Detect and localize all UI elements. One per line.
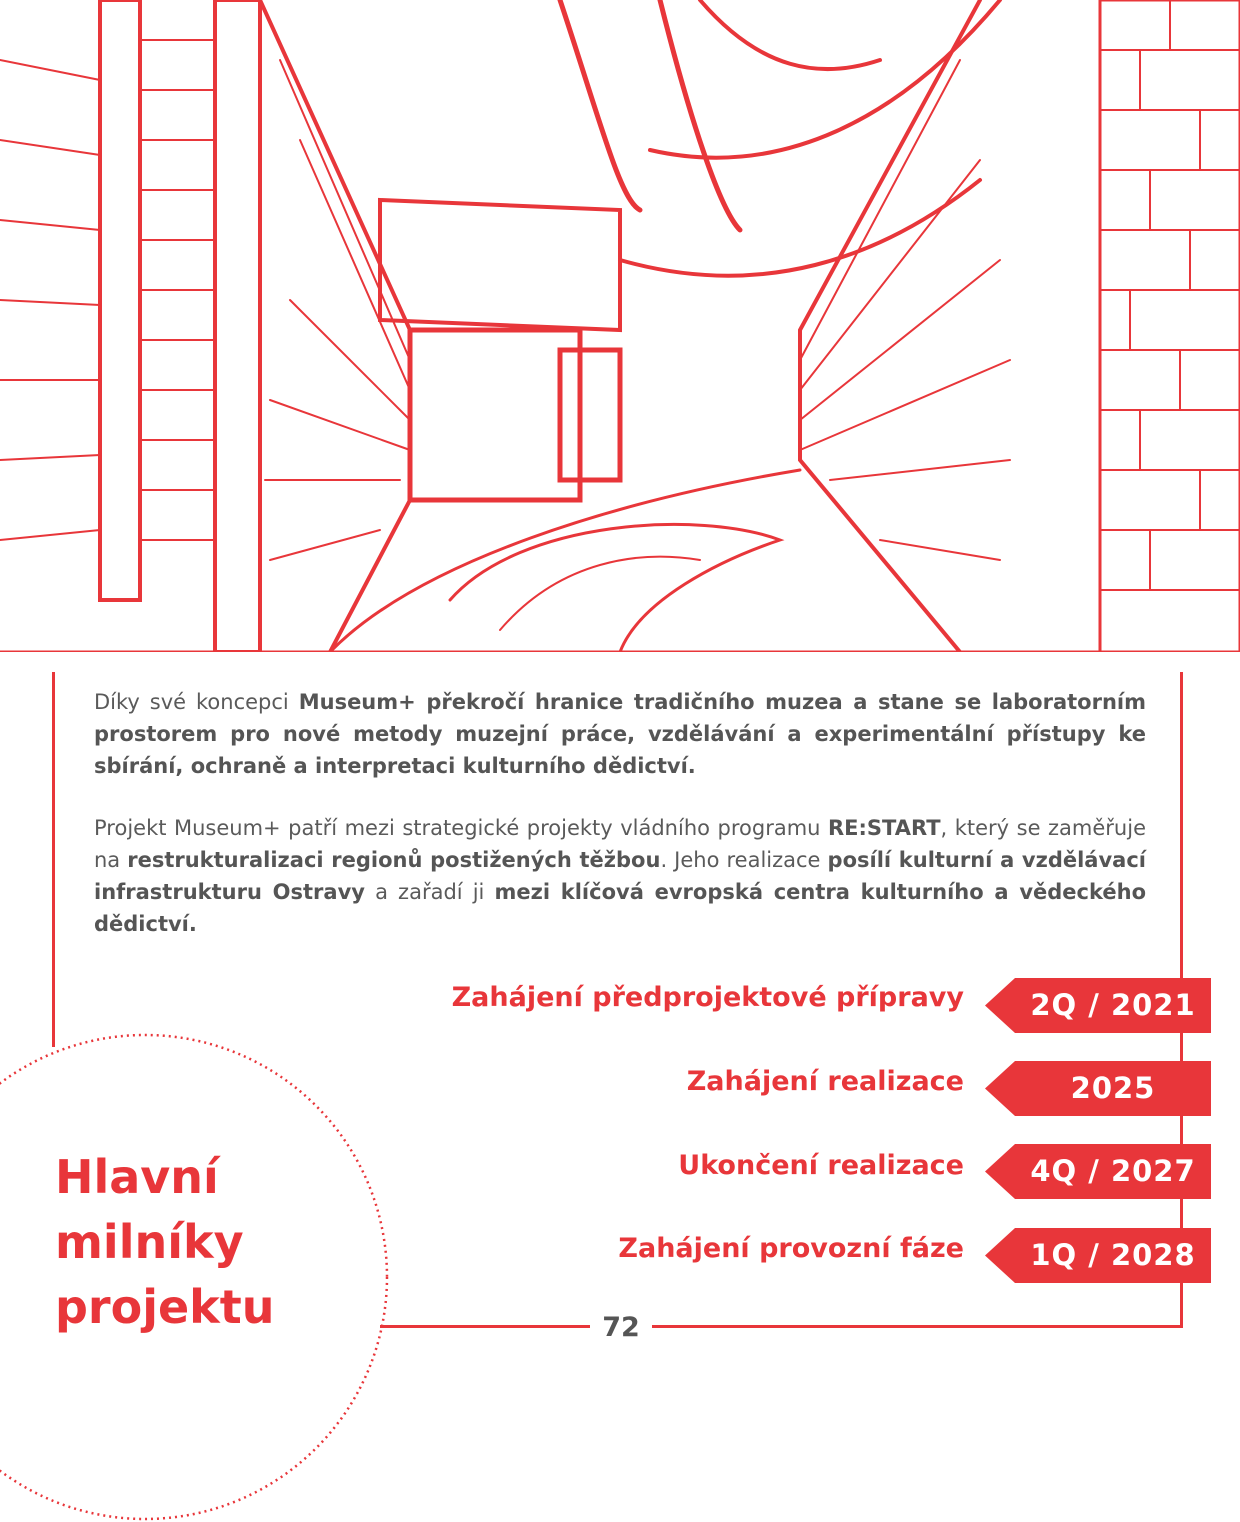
program-text-2: , který se zaměřuje na xyxy=(94,816,1146,872)
milestone-label: Zahájení předprojektové přípravy xyxy=(451,982,964,1013)
milestone-date: 1Q / 2028 xyxy=(1030,1238,1196,1272)
intro-paragraph xyxy=(94,686,1146,782)
milestone-label: Zahájení realizace xyxy=(686,1066,964,1097)
brick-tunnel-sketch-icon xyxy=(0,0,1240,652)
program-bold-4: mezi klíčová evropská centra kulturního a vědeckého dědictví. xyxy=(94,880,1146,936)
intro-bold-text: Museum+ překročí hranice tradičního muzea a stane se laboratorním prostorem pro nové metody muzejní práce, vzdělávání a experimentální přístupy ke sbírání, ochraně a interpretaci kulturního dědictví. xyxy=(94,690,1146,778)
milestone-date-tag xyxy=(985,1144,1211,1199)
milestone-label: Ukončení realizace xyxy=(678,1150,964,1181)
section-title-line: Hlavní xyxy=(55,1150,219,1204)
milestone-date: 2025 xyxy=(1070,1071,1156,1105)
section-title-line: milníky xyxy=(55,1215,244,1269)
program-text-4: a zařadí ji xyxy=(364,880,495,904)
brick-tunnel-illustration xyxy=(0,0,1240,652)
milestone-date: 4Q / 2027 xyxy=(1030,1154,1196,1188)
milestone-date-tag xyxy=(985,1061,1211,1116)
program-bold-3: posílí kulturní a vzdělávací infrastrukturu Ostravy xyxy=(94,848,1146,904)
program-paragraph xyxy=(94,812,1146,940)
frame-left-line xyxy=(52,672,55,1047)
page-number: 72 xyxy=(602,1312,640,1343)
program-text-3: . Jeho realizace xyxy=(660,848,828,872)
frame-bottom-line-right xyxy=(652,1325,1183,1328)
frame-bottom-line-left xyxy=(380,1325,590,1328)
milestone-date-tag xyxy=(985,978,1211,1033)
section-title xyxy=(55,1145,275,1340)
section-title-line: projektu xyxy=(55,1280,275,1334)
milestone-label: Zahájení provozní fáze xyxy=(618,1233,964,1264)
intro-text: Díky své koncepci xyxy=(94,690,299,714)
program-text-1: Projekt Museum+ patří mezi strategické projekty vládního programu xyxy=(94,816,828,840)
program-bold-1: RE:START xyxy=(827,816,941,840)
milestone-date-tag xyxy=(985,1228,1211,1283)
milestone-date: 2Q / 2021 xyxy=(1030,988,1196,1022)
program-bold-2: restrukturalizaci regionů postižených těžbou xyxy=(127,848,661,872)
